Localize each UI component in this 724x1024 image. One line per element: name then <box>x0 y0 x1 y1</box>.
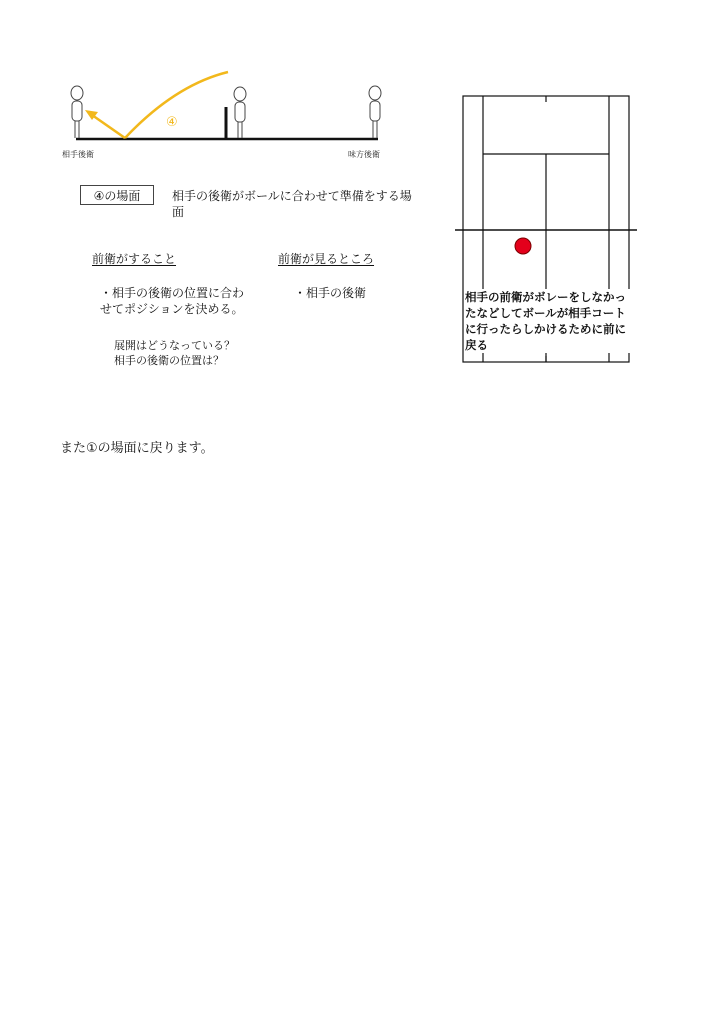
bullet-what-to-watch: ・相手の後衛 <box>294 286 367 300</box>
heading-what-to-do: 前衛がすること <box>92 252 177 266</box>
step-marker: ④ <box>166 115 178 130</box>
heading-what-to-watch: 前衛が見るところ <box>278 252 375 266</box>
scene-title-box <box>80 185 154 205</box>
return-arrow <box>92 115 125 138</box>
scene-description: 相手の後衛がボールに合わせて準備をする場面 <box>172 189 412 219</box>
sub-question-2: 相手の後衛の位置は？ <box>114 354 224 367</box>
sub-question-1: 展開はどうなっている？ <box>114 339 235 352</box>
bullet-what-to-do: ・相手の後衛の位置に合わせてポジションを決める。 <box>100 286 245 316</box>
player-figure-net <box>234 87 246 138</box>
footer-text: また①の場面に戻ります。 <box>60 441 214 456</box>
court-note: 相手の前衛がボレーをしなかったなどしてボールが相手コートに行ったらしかけるために前に戻る <box>465 289 630 353</box>
scene-title: ④の場面 <box>93 189 141 203</box>
player-dot <box>515 238 531 254</box>
label-right: 味方後衛 <box>348 150 380 159</box>
label-left: 相手後衛 <box>62 150 94 159</box>
player-figure-left <box>71 86 83 138</box>
player-figure-right <box>369 86 381 138</box>
